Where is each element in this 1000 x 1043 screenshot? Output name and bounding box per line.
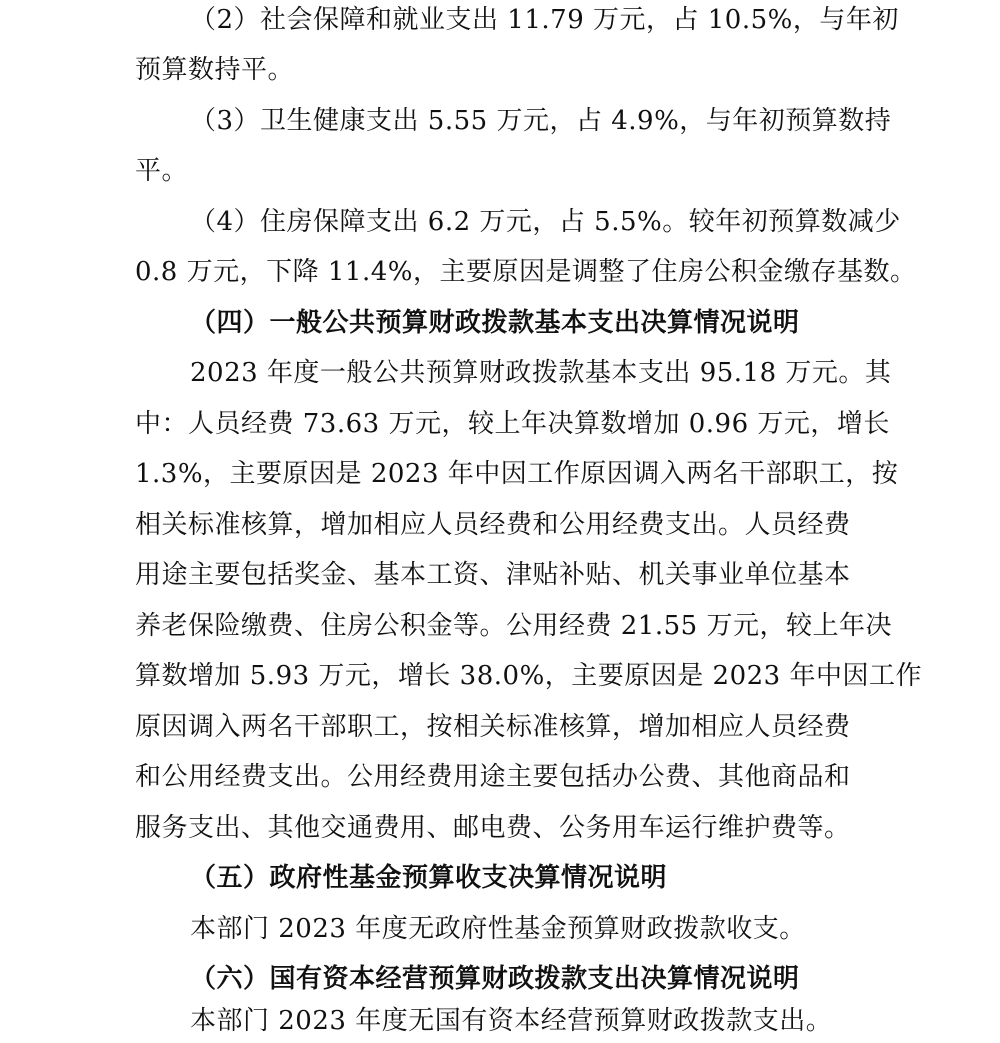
text-line: 2023 年度一般公共预算财政拨款基本支出 95.18 万元。其 — [190, 358, 892, 388]
text-line: 中：人员经费 73.63 万元，较上年决算数增加 0.96 万元，增长 — [135, 409, 890, 439]
text-line: （4）住房保障支出 6.2 万元，占 5.5%。较年初预算数减少 — [190, 207, 901, 237]
section-heading: （六）国有资本经营预算财政拨款支出决算情况说明 — [190, 964, 800, 994]
text-line: 平。 — [135, 156, 189, 186]
text-line: 预算数持平。 — [135, 55, 295, 85]
text-line: 本部门 2023 年度无国有资本经营预算财政拨款支出。 — [190, 1006, 833, 1036]
text-line: （3）卫生健康支出 5.55 万元，占 4.9%，与年初预算数持 — [190, 106, 892, 136]
text-line: 0.8 万元，下降 11.4%，主要原因是调整了住房公积金缴存基数。 — [135, 257, 917, 287]
text-line: 1.3%，主要原因是 2023 年中因工作原因调入两名干部职工，按 — [135, 459, 899, 489]
text-line: 本部门 2023 年度无政府性基金预算财政拨款收支。 — [190, 914, 806, 944]
text-line: 和公用经费支出。公用经费用途主要包括办公费、其他商品和 — [135, 762, 851, 792]
text-line: （2）社会保障和就业支出 11.79 万元，占 10.5%，与年初 — [190, 5, 899, 35]
text-line: 算数增加 5.93 万元，增长 38.0%，主要原因是 2023 年中因工作 — [135, 661, 922, 691]
text-line: 用途主要包括奖金、基本工资、津贴补贴、机关事业单位基本 — [135, 560, 851, 590]
text-line: 相关标准核算，增加相应人员经费和公用经费支出。人员经费 — [135, 510, 851, 540]
section-heading: （四）一般公共预算财政拨款基本支出决算情况说明 — [190, 308, 800, 338]
text-line: 服务支出、其他交通费用、邮电费、公务用车运行维护费等。 — [135, 813, 851, 843]
text-line: 原因调入两名干部职工，按相关标准核算，增加相应人员经费 — [135, 712, 851, 742]
section-heading: （五）政府性基金预算收支决算情况说明 — [190, 863, 668, 893]
text-line: 养老保险缴费、住房公积金等。公用经费 21.55 万元，较上年决 — [135, 611, 892, 641]
